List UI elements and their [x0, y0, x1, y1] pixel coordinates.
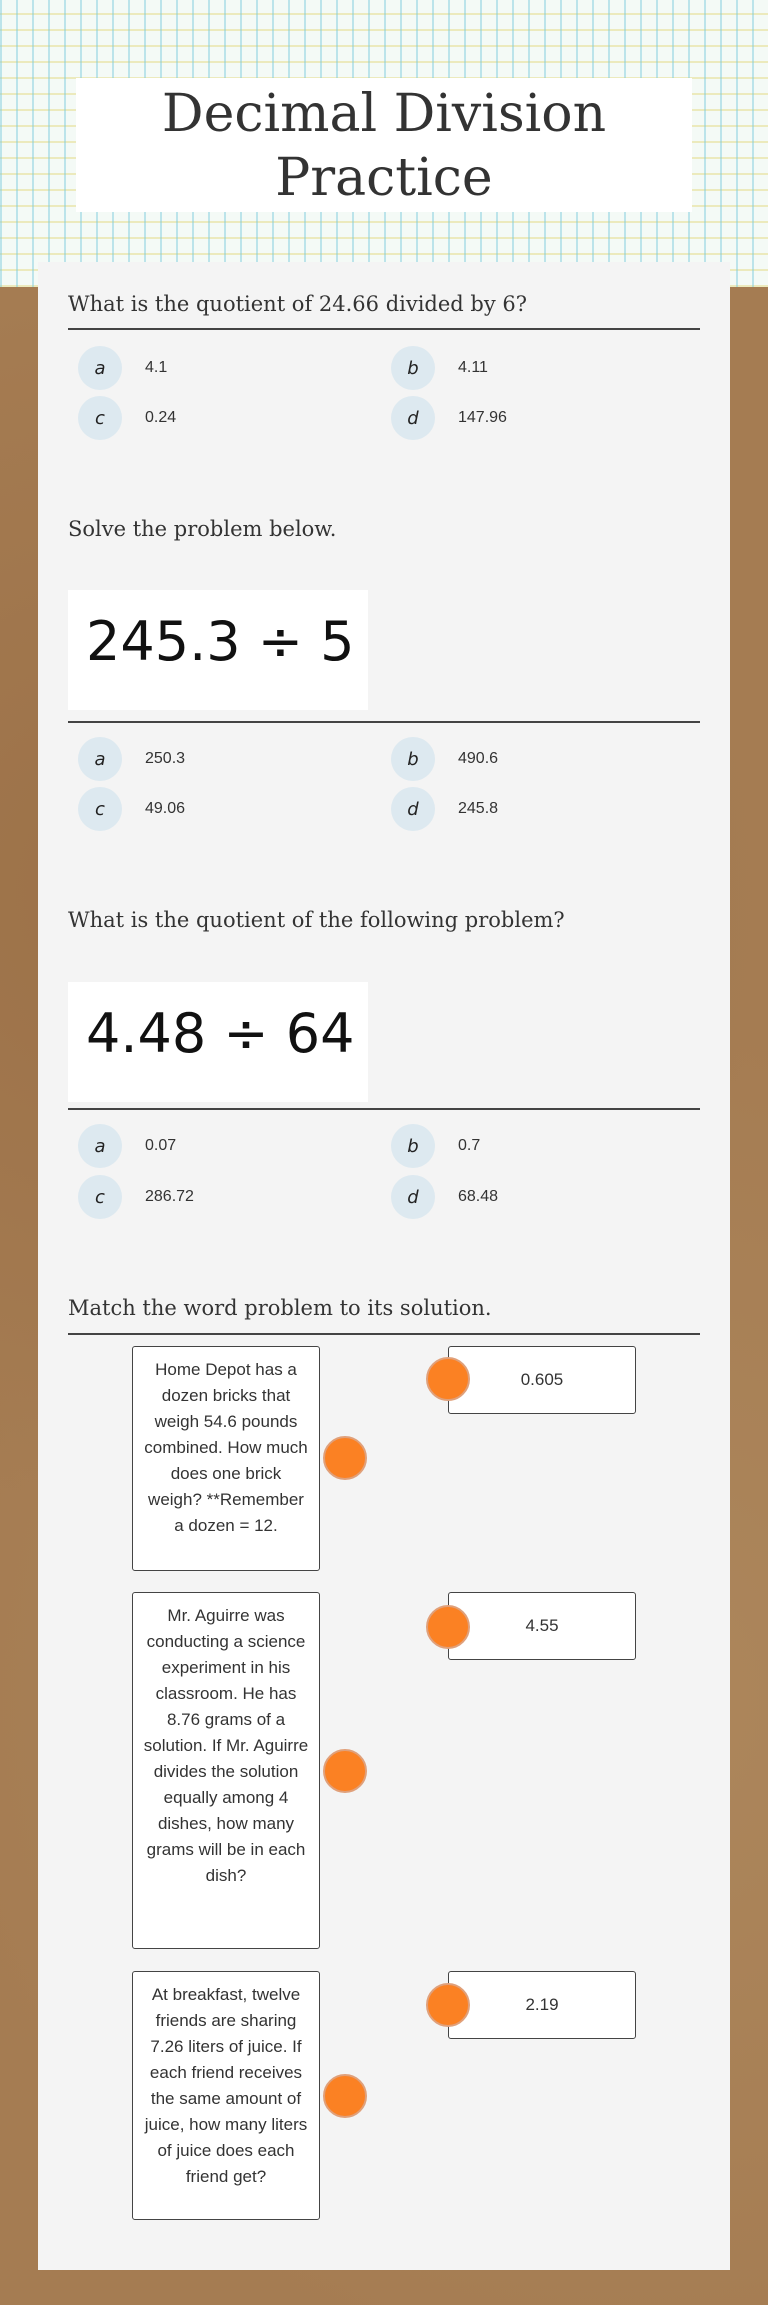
option-letter: b — [391, 1124, 435, 1168]
option-d[interactable] — [391, 1175, 498, 1219]
option-value: 0.7 — [458, 1137, 481, 1154]
option-value: 68.48 — [458, 1188, 499, 1205]
match-problem-3[interactable]: At breakfast, twelve friends are sharing 7.26 liters of juice. If each friend receives the same amount of juice, how many liters of juice does each friend get? — [132, 1971, 320, 2220]
option-b[interactable] — [391, 1124, 480, 1168]
divider — [68, 721, 700, 723]
option-letter: c — [78, 1175, 122, 1219]
option-letter: d — [391, 787, 435, 831]
option-letter: a — [78, 737, 122, 781]
option-letter: d — [391, 1175, 435, 1219]
option-b[interactable] — [391, 346, 488, 390]
option-value: 245.8 — [458, 800, 499, 817]
connector-dot-right[interactable] — [426, 1605, 470, 1649]
connector-dot-left[interactable] — [323, 1436, 367, 1480]
option-letter: b — [391, 737, 435, 781]
page-title: Decimal Division Practice — [76, 78, 692, 212]
match-problem-2[interactable]: Mr. Aguirre was conducting a science experiment in his classroom. He has 8.76 grams of a solution. If Mr. Aguirre divides the solution equally among 4 dishes, how many grams will be in each dish? — [132, 1592, 320, 1949]
option-c[interactable] — [78, 1175, 194, 1219]
option-value: 147.96 — [458, 409, 507, 426]
option-letter: d — [391, 396, 435, 440]
option-c[interactable] — [78, 396, 176, 440]
connector-dot-right[interactable] — [426, 1983, 470, 2027]
option-value: 250.3 — [145, 750, 186, 767]
option-letter: c — [78, 787, 122, 831]
option-value: 0.07 — [145, 1137, 177, 1154]
question-1-prompt: What is the quotient of 24.66 divided by 6? — [68, 292, 528, 316]
option-letter: a — [78, 1124, 122, 1168]
option-a[interactable] — [78, 346, 167, 390]
match-problem-1[interactable]: Home Depot has a dozen bricks that weigh 54.6 pounds combined. How much does one brick weigh? **Remember a dozen = 12. — [132, 1346, 320, 1571]
match-solution-2[interactable]: 4.55 — [448, 1592, 636, 1660]
option-d[interactable] — [391, 396, 507, 440]
option-value: 49.06 — [145, 800, 186, 817]
option-letter: b — [391, 346, 435, 390]
question-2-prompt: Solve the problem below. — [68, 517, 337, 541]
match-solution-1[interactable]: 0.605 — [448, 1346, 636, 1414]
option-value: 4.1 — [145, 359, 168, 376]
match-solution-3[interactable]: 2.19 — [448, 1971, 636, 2039]
option-b[interactable] — [391, 737, 498, 781]
option-letter: a — [78, 346, 122, 390]
connector-dot-left[interactable] — [323, 2074, 367, 2118]
option-value: 286.72 — [145, 1188, 194, 1205]
divider — [68, 328, 700, 330]
option-a[interactable] — [78, 1124, 176, 1168]
connector-dot-right[interactable] — [426, 1357, 470, 1401]
option-value: 490.6 — [458, 750, 499, 767]
option-d[interactable] — [391, 787, 498, 831]
option-letter: c — [78, 396, 122, 440]
question-2-image: 245.3 ÷ 5 — [68, 590, 368, 710]
question-3-prompt: What is the quotient of the following problem? — [68, 908, 565, 932]
question-3-image: 4.48 ÷ 64 — [68, 982, 368, 1102]
question-4-prompt: Match the word problem to its solution. — [68, 1296, 492, 1320]
option-value: 0.24 — [145, 409, 177, 426]
option-a[interactable] — [78, 737, 185, 781]
option-value: 4.11 — [458, 359, 488, 376]
worksheet-card — [38, 262, 730, 2270]
option-c[interactable] — [78, 787, 185, 831]
divider — [68, 1333, 700, 1335]
divider — [68, 1108, 700, 1110]
connector-dot-left[interactable] — [323, 1749, 367, 1793]
